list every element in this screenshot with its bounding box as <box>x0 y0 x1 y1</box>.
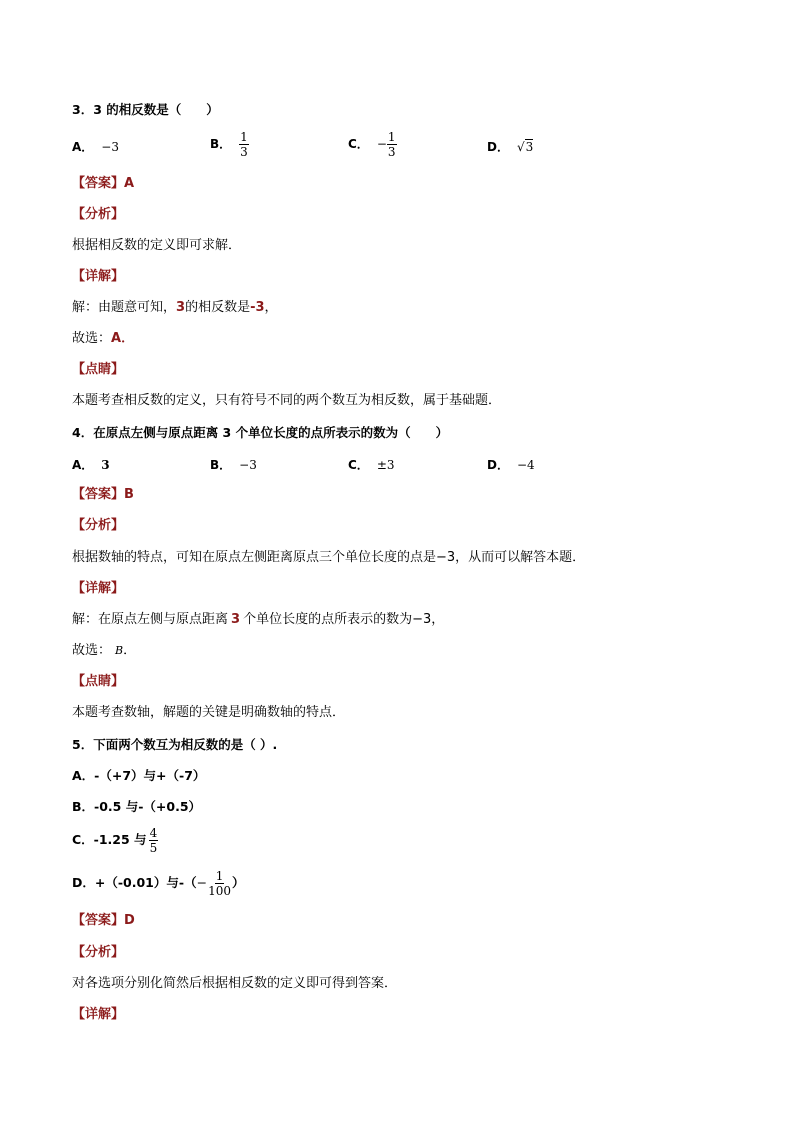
option-value: ±3 <box>376 458 395 472</box>
q5-detail-tag: 【详解】 <box>72 1007 125 1022</box>
q4-option-c <box>348 456 395 474</box>
option-label: A． <box>72 140 94 154</box>
q4-comment-text: 本题考查数轴，解题的关键是明确数轴的特点． <box>72 705 346 720</box>
option-value: −4 <box>516 458 535 472</box>
q4-analysis-tag: 【分析】 <box>72 518 125 533</box>
q3-detail-text <box>72 299 278 317</box>
q3-choose <box>72 330 134 348</box>
option-label: D． <box>487 458 509 472</box>
detail-prefix: 解：在原点左侧与原点距离 <box>72 612 229 627</box>
option-c-text: C．-1.25 与 <box>72 832 147 847</box>
detail-prefix: 解：由题意可知， <box>72 300 177 315</box>
answer-tag: 【答案】 <box>72 913 125 928</box>
option-value: −3 <box>101 140 119 154</box>
detail-middle: 的相反数是 <box>185 300 251 315</box>
q5-option-b: B．-0.5 与-（+0.5） <box>72 799 202 814</box>
detail-end: 个单位长度的点所表示的数为−3， <box>243 612 445 627</box>
minus-sign: − <box>196 875 208 890</box>
q5-option-a: A．-（+7）与+（-7） <box>72 768 206 783</box>
q3-analysis-text: 根据相反数的定义即可求解． <box>72 238 242 253</box>
numerator: 4 <box>149 826 158 840</box>
q4-choose <box>72 642 136 660</box>
option-label: A． <box>72 458 94 472</box>
q3-detail-tag: 【详解】 <box>72 269 125 284</box>
q4-answer <box>72 486 134 504</box>
denominator: 3 <box>240 145 248 159</box>
radicand: 3 <box>525 140 534 154</box>
minus-sign: − <box>376 137 387 151</box>
answer-tag: 【答案】 <box>72 176 125 191</box>
answer-value: B <box>124 487 134 502</box>
option-label: B． <box>210 458 232 472</box>
q4-option-b <box>210 456 257 474</box>
q3-analysis-tag: 【分析】 <box>72 207 125 222</box>
detail-value: -3 <box>250 300 265 315</box>
q3-comment-tag: 【点睛】 <box>72 362 125 377</box>
q4-detail-text <box>72 611 444 629</box>
q5-analysis-tag: 【分析】 <box>72 945 125 960</box>
answer-value: A <box>124 176 135 191</box>
question-5-stem: 5．下面两个数互为相反数的是（ ）. <box>72 737 278 752</box>
q4-detail-tag: 【详解】 <box>72 581 125 596</box>
q5-option-c <box>72 826 158 855</box>
choose-value: A <box>111 331 122 346</box>
q4-option-a <box>72 456 110 474</box>
q4-option-d <box>487 456 535 474</box>
choose-prefix: 故选： <box>72 643 112 658</box>
option-label: C． <box>348 137 369 151</box>
q3-comment-text: 本题考查相反数的定义，只有符号不同的两个数互为相反数，属于基础题． <box>72 393 502 408</box>
choose-prefix: 故选： <box>72 331 112 346</box>
q3-option-d <box>487 138 533 156</box>
option-value: −3 <box>239 458 257 472</box>
question-4-stem: 4．在原点左侧与原点距离 3 个单位长度的点所表示的数为（ ） <box>72 425 449 440</box>
fraction <box>387 130 397 159</box>
option-label: D． <box>487 140 509 154</box>
choose-value: B <box>115 644 124 657</box>
q3-answer <box>72 175 134 193</box>
answer-tag: 【答案】 <box>72 487 125 502</box>
square-root: √3 <box>516 140 534 154</box>
q3-option-b <box>210 130 249 159</box>
detail-number: 3 <box>176 300 186 315</box>
numerator: 1 <box>240 130 248 144</box>
option-value: 3 <box>101 458 110 472</box>
q3-option-c <box>348 130 397 159</box>
numerator: 1 <box>387 130 396 144</box>
q4-comment-tag: 【点睛】 <box>72 674 125 689</box>
fraction <box>207 869 232 898</box>
choose-end: ． <box>121 331 135 346</box>
question-3-stem: 3．3 的相反数是（ ） <box>72 102 219 117</box>
choose-end: ． <box>123 643 137 658</box>
q5-option-d <box>72 869 244 898</box>
detail-number: 3 <box>231 612 241 627</box>
option-d-text: D．+（-0.01）与-（ <box>72 875 197 890</box>
fraction <box>239 130 249 159</box>
option-label: C． <box>348 458 369 472</box>
q3-option-a <box>72 138 119 156</box>
denominator: 3 <box>387 145 396 159</box>
denominator: 5 <box>149 841 158 855</box>
fraction <box>149 826 159 855</box>
q5-answer <box>72 912 135 930</box>
denominator: 100 <box>208 884 231 898</box>
option-label: B． <box>210 137 232 151</box>
q5-analysis-text: 对各选项分别化简然后根据相反数的定义即可得到答案． <box>72 976 398 991</box>
numerator: 1 <box>215 869 224 883</box>
answer-value: D <box>124 913 135 928</box>
detail-end: ， <box>264 300 278 315</box>
q4-analysis-text: 根据数轴的特点，可知在原点左侧距离原点三个单位长度的点是−3，从而可以解答本题． <box>72 550 586 565</box>
option-d-close: ） <box>231 875 245 890</box>
